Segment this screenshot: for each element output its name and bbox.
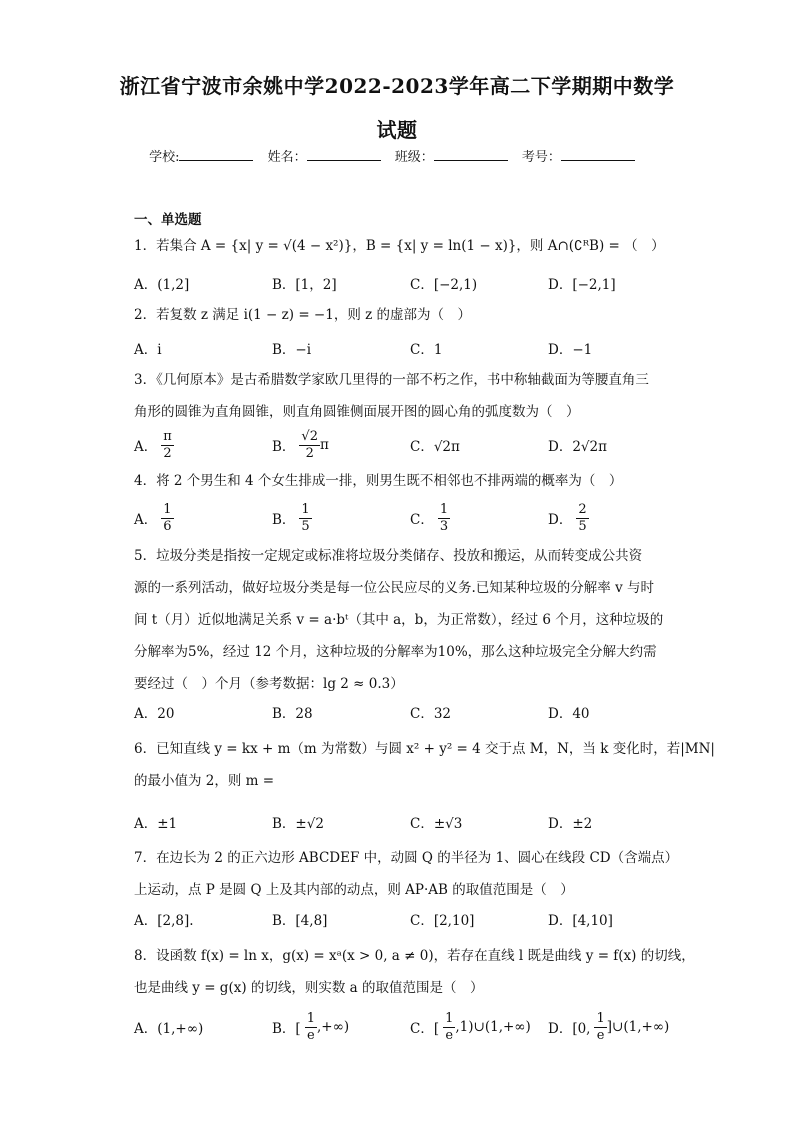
option-d[interactable]: D．[0, $\frac{1}{e}$ ]∪(1,+∞) <box>548 1010 670 1043</box>
exam-no-blank[interactable] <box>561 148 635 161</box>
option-b[interactable]: B． $\frac{1}{5}$ <box>272 501 310 534</box>
school-blank[interactable] <box>179 148 253 161</box>
question-text-line: 6．已知直线 y = kx + m（m 为常数）与圆 x² + y² = 4 交于点 M，N，当 k 变化时，若|MN| <box>134 741 715 757</box>
option-a[interactable]: A．[2,8]. <box>134 913 194 929</box>
option-b[interactable]: B．[ $\frac{1}{e}$ ,+∞) <box>272 1010 350 1043</box>
option-c[interactable]: C．1 <box>410 342 443 358</box>
question-text: 4．将 2 个男生和 4 个女生排成一排，则男生既不相邻也不排两端的概率为（ ） <box>134 473 623 489</box>
question-4 <box>134 465 664 497</box>
option-c[interactable]: C．[ $\frac{1}{e}$ ,1)∪(1,+∞) <box>410 1010 531 1043</box>
option-c[interactable]: C．√2π <box>410 439 460 455</box>
exam-title-line1: 浙江省宁波市余姚中学2022-2023学年高二下学期期中数学 <box>119 74 675 98</box>
school-label: 学校: <box>149 150 180 165</box>
option-c[interactable]: C． $\frac{1}{3}$ <box>410 501 449 534</box>
question-text-line: 分解率为5%，经过 12 个月，这种垃圾的分解率为10%，那么这种垃圾完全分解大约需 <box>134 644 657 660</box>
option-b[interactable]: B．28 <box>272 706 313 722</box>
option-d[interactable]: D．−1 <box>548 342 593 358</box>
class-label: 班级： <box>394 150 434 165</box>
question-text-line: 也是曲线 y = g(x) 的切线，则实数 a 的取值范围是（ ） <box>134 980 484 996</box>
question-text-line: 3．《几何原本》是古希腊数学家欧几里得的一部不朽之作，书中称轴截面为等腰直角三 <box>134 372 649 388</box>
question-4-options <box>134 503 674 533</box>
option-a[interactable]: A．20 <box>134 706 175 722</box>
option-d[interactable]: D．2√2π <box>548 439 607 455</box>
question-text-line: 源的一系列活动，做好垃圾分类是每一位公民应尽的义务.已知某种垃圾的分解率 v 与时 <box>134 580 654 596</box>
question-7-options <box>134 904 674 934</box>
option-a[interactable]: A． $\frac{1}{6}$ <box>134 501 172 534</box>
option-c[interactable]: C．32 <box>410 706 452 722</box>
question-8-options <box>134 1012 674 1042</box>
question-1 <box>134 230 664 262</box>
question-text-line: 的最小值为 2，则 m = <box>134 773 275 789</box>
option-d[interactable]: D．[−2,1] <box>548 277 616 293</box>
question-3 <box>134 364 664 428</box>
option-c[interactable]: C．±√3 <box>410 816 463 832</box>
option-c[interactable]: C．[−2,1) <box>410 277 478 293</box>
question-text-line: 8．设函数 f(x) = ln x，g(x) = xᵃ(x > 0, a ≠ 0)，若存在直线 l 既是曲线 y = f(x) 的切线， <box>134 948 695 964</box>
option-a[interactable]: A．(1,+∞) <box>134 1021 204 1037</box>
question-text-line: 上运动，点 P 是圆 Q 上及其内部的动点，则 AP·AB 的取值范围是（ ） <box>134 882 574 898</box>
option-d[interactable]: D．40 <box>548 706 590 722</box>
option-a[interactable]: A．(1,2] <box>134 277 190 293</box>
question-6 <box>134 733 715 797</box>
question-5 <box>134 540 664 700</box>
option-a[interactable]: A． $\frac{\pi}{2}$ <box>134 428 172 461</box>
option-d[interactable]: D．[4,10] <box>548 913 613 929</box>
name-blank[interactable] <box>307 148 381 161</box>
question-text-line: 7．在边长为 2 的正六边形 ABCDEF 中，动圆 Q 的半径为 1、圆心在线段 CD（含端点） <box>134 850 679 866</box>
option-b[interactable]: B． $\frac{√2}{2}$ π <box>272 428 329 461</box>
option-d[interactable]: D． $\frac{2}{5}$ <box>548 501 587 534</box>
option-b[interactable]: B．−i <box>272 342 312 358</box>
option-d[interactable]: D．±2 <box>548 816 593 832</box>
option-b[interactable]: B．[1，2] <box>272 277 337 293</box>
exam-no-label: 考号： <box>521 150 561 165</box>
question-7 <box>134 842 679 906</box>
question-text-line: 间 t（月）近似地满足关系 v = a·bᵗ（其中 a，b，为正常数），经过 6 个月，这种垃圾的 <box>134 612 664 628</box>
question-2-options <box>134 333 674 363</box>
option-a[interactable]: A．±1 <box>134 816 178 832</box>
option-b[interactable]: B．±√2 <box>272 816 324 832</box>
option-c[interactable]: C．[2,10] <box>410 913 475 929</box>
class-blank[interactable] <box>434 148 508 161</box>
name-label: 姓名： <box>267 150 307 165</box>
question-3-options <box>134 430 674 460</box>
student-info-row <box>0 146 794 165</box>
option-a[interactable]: A．i <box>134 342 162 358</box>
question-2 <box>134 299 664 331</box>
question-5-options <box>134 697 674 727</box>
question-text: 2．若复数 z 满足 i(1 − z) = −1，则 z 的虚部为（ ） <box>134 307 472 323</box>
question-1-options <box>134 268 674 298</box>
question-text-line: 角形的圆锥为直角圆锥，则直角圆锥侧面展开图的圆心角的弧度数为（ ） <box>134 404 580 420</box>
question-6-options <box>134 807 674 837</box>
section-heading: 一、单选题 <box>134 212 202 228</box>
question-text-line: 5．垃圾分类是指按一定规定或标准将垃圾分类储存、投放和搬运，从而转变成公共资 <box>134 548 643 564</box>
option-b[interactable]: B．[4,8] <box>272 913 328 929</box>
question-8 <box>134 940 695 1004</box>
question-text-line: 要经过（ ）个月（参考数据：lg 2 ≈ 0.3） <box>134 676 404 692</box>
exam-title-line2: 试题 <box>376 118 418 142</box>
question-text: 1．若集合 A = {x| y = √(4 − x²)}，B = {x| y = ln(1 − x)}，则 A∩(∁ᴿB) = （ ） <box>134 238 665 254</box>
